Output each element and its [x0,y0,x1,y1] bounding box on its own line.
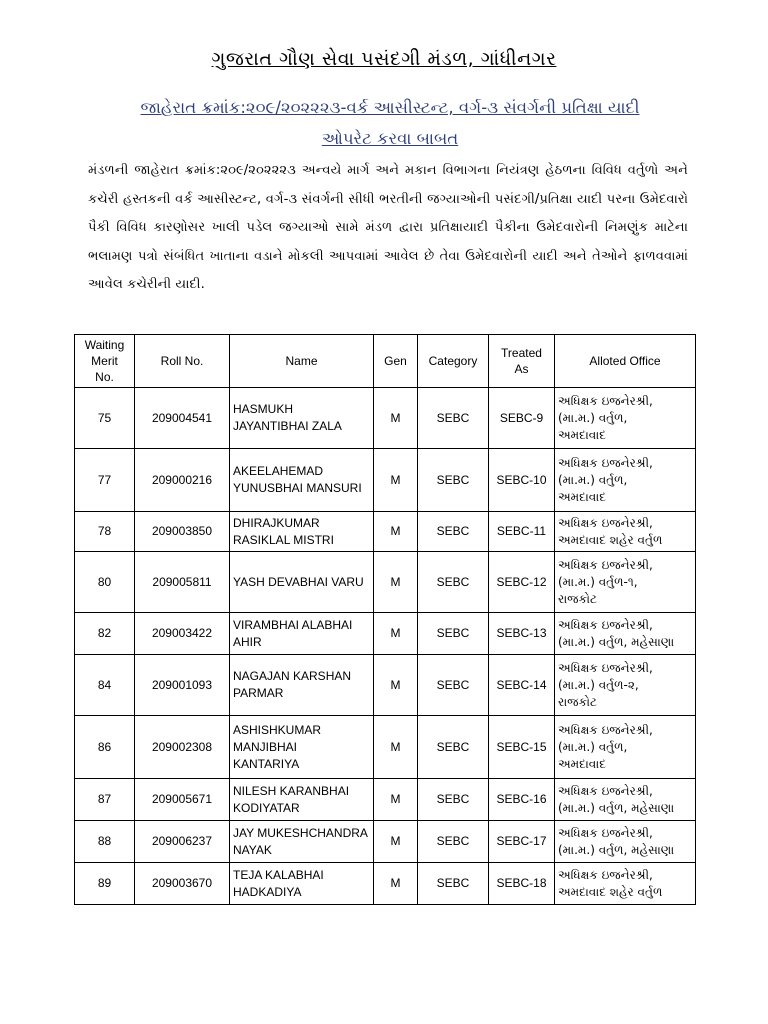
table-header-row [75,335,696,388]
cell-category: SEBC [418,512,489,552]
cell-name-line: MANJIBHAI [233,739,298,754]
cell-office-line: અધિક્ષક ઇજનેરશ્રી, [558,722,653,737]
table-row [75,388,696,449]
cell-category: SEBC [418,779,489,821]
header-merit-line: Waiting [84,338,125,352]
cell-category: SEBC [418,388,489,449]
cell-office-line: (મા.મ.) વર્તુળ-૨, [558,677,639,692]
header-roll: Roll No. [135,335,230,388]
cell-name-line: DHIRAJKUMAR [233,515,320,530]
cell-treated-as: SEBC-15 [489,716,555,779]
cell-merit-no: 78 [75,512,135,552]
cell-name [230,613,374,655]
cell-office-line: અમદાવાદ શહેર વર્તુળ [558,884,663,899]
table-row [75,779,696,821]
cell-roll-no: 209006237 [135,821,230,863]
cell-office-line: અધિક્ષક ઇજનેરશ્રી, [558,617,653,632]
subtitle-line-2: ઓપરેટ કરવા બાબત [321,129,459,148]
header-merit [75,335,135,388]
cell-treated-as: SEBC-11 [489,512,555,552]
cell-treated-as: SEBC-17 [489,821,555,863]
cell-name-line: KANTARIYA [233,756,300,771]
cell-roll-no: 209003850 [135,512,230,552]
cell-office-line: (મા.મ.) વર્તુળ, [558,739,628,754]
cell-name-line: YUNUSBHAI MANSURI [233,481,362,495]
cell-alloted-office [555,449,696,512]
cell-gen: M [374,655,418,716]
cell-category: SEBC [418,863,489,905]
cell-name-line: ASHISHKUMAR [233,722,322,737]
cell-treated-as: SEBC-16 [489,779,555,821]
header-office: Alloted Office [555,335,696,388]
cell-merit-no: 82 [75,613,135,655]
cell-category: SEBC [418,449,489,512]
cell-roll-no: 209005811 [135,552,230,613]
cell-name-line: NAGAJAN KARSHAN [233,669,352,683]
header-name: Name [230,335,374,388]
cell-office-line: અમદાવાદ શહેર વર્તુળ [558,532,663,547]
cell-name [230,821,374,863]
cell-name-line: NILESH KARANBHAI [233,783,350,798]
table-row [75,512,696,552]
cell-office-line: અધિક્ષક ઇજનેરશ્રી, [558,783,653,798]
cell-name-line: RASIKLAL MISTRI [233,532,334,547]
cell-alloted-office [555,863,696,905]
cell-roll-no: 209003422 [135,613,230,655]
cell-name [230,512,374,552]
table-row [75,716,696,779]
cell-gen: M [374,552,418,613]
cell-office-line: (મા.મ.) વર્તુળ, મહેસાણા [558,800,675,815]
cell-alloted-office [555,716,696,779]
cell-name-line: AKEELAHEMAD [233,464,324,478]
cell-name-line: JAY MUKESHCHANDRA [233,825,368,840]
cell-name [230,552,374,613]
cell-gen: M [374,512,418,552]
cell-office-line: અમદાવાદ [558,756,606,771]
cell-office-line: અધિક્ષક ઇજનેરશ્રી, [558,867,653,882]
cell-merit-no: 80 [75,552,135,613]
cell-merit-no: 84 [75,655,135,716]
cell-office-line: રાજકોટ [558,694,597,709]
cell-gen: M [374,449,418,512]
header-gen: Gen [374,335,418,388]
cell-office-line: અધિક્ષક ઇજનેરશ્રી, [558,515,653,530]
cell-merit-no: 88 [75,821,135,863]
intro-paragraph: મંડળની જાહેરાત ક્રમાંક:૨૦૯/૨૦૨૨૨૩ અન્વયે માર્ગ અને મકાન વિભાગના નિયંત્રણ હેઠળના વિવિધ વર્તુળો અને કચેરી હસ્તકની વર્ક આસીસ્ટન્ટ, વર્ગ-૩ સંવર્ગની સીધી ભરતીની જગ્યાઓની પસંદગી/પ્રતિક્ષા યાદી પરના ઉમેદવારો પૈકી વિવિધ કારણોસર ખાલી પડેલ જગ્યાઓ સામે મંડળ દ્વારા પ્રતિક્ષાયાદી પૈકીના ઉમેદવારોની નિમણુંક માટેના ભલામણ પત્રો સંબંધિત ખાતાના વડાને મોકલી આપવામાં આવેલ છે તેવા ઉમેદવારોની યાદી અને તેઓને ફાળવવામાં આવેલ કચેરીની યાદી. [88,163,688,293]
cell-alloted-office [555,613,696,655]
cell-roll-no: 209002308 [135,716,230,779]
cell-gen: M [374,863,418,905]
header-merit-line: No. [95,370,114,384]
cell-merit-no: 87 [75,779,135,821]
cell-name-line: YASH DEVABHAI VARU [233,574,364,589]
cell-name-line: TEJA KALABHAI [233,867,324,882]
cell-roll-no: 209000216 [135,449,230,512]
cell-office-line: (મા.મ.) વર્તુળ, મહેસાણા [558,842,675,857]
cell-merit-no: 86 [75,716,135,779]
cell-office-line: (મા.મ.) વર્તુળ-૧, [558,574,638,589]
header-treated-line: Treated [501,346,542,360]
cell-merit-no: 89 [75,863,135,905]
cell-roll-no: 209005671 [135,779,230,821]
cell-alloted-office [555,512,696,552]
cell-gen: M [374,716,418,779]
cell-name-line: AHIR [233,634,262,649]
cell-category: SEBC [418,655,489,716]
cell-gen: M [374,821,418,863]
cell-roll-no: 209001093 [135,655,230,716]
cell-category: SEBC [418,716,489,779]
cell-gen: M [374,779,418,821]
cell-alloted-office [555,388,696,449]
cell-name-line: NAYAK [233,842,272,857]
cell-alloted-office [555,552,696,613]
cell-name-line: HADKADIYA [233,884,302,899]
cell-office-line: અધિક્ષક ઇજનેરશ્રી, [558,660,653,675]
cell-name-line: PARMAR [233,686,284,700]
cell-merit-no: 75 [75,388,135,449]
cell-treated-as: SEBC-18 [489,863,555,905]
cell-name-line: KODIYATAR [233,800,300,815]
subtitle-line-1: જાહેરાત ક્રમાંક:૨૦૯/૨૦૨૨૨૩-વર્ક આસીસ્ટન્ટ, વર્ગ-૩ સંવર્ગની પ્રતિક્ષા યાદી [140,98,640,117]
table-row [75,552,696,613]
cell-treated-as: SEBC-10 [489,449,555,512]
cell-alloted-office [555,655,696,716]
cell-roll-no: 209004541 [135,388,230,449]
cell-alloted-office [555,779,696,821]
cell-name [230,779,374,821]
cell-name [230,655,374,716]
cell-office-line: અધિક્ષક ઇજનેરશ્રી, [558,455,653,470]
table-row [75,821,696,863]
header-treated [489,335,555,388]
cell-name [230,388,374,449]
table-row [75,613,696,655]
cell-gen: M [374,388,418,449]
table-body [75,388,696,905]
cell-office-line: અધિક્ષક ઇજનેરશ્રી, [558,557,653,572]
header-merit-line: Merit [91,354,118,368]
table-row [75,863,696,905]
cell-category: SEBC [418,613,489,655]
cell-treated-as: SEBC-9 [489,388,555,449]
cell-office-line: (મા.મ.) વર્તુળ, [558,410,628,425]
table-row [75,449,696,512]
cell-office-line: (મા.મ.) વર્તુળ, મહેસાણા [558,634,675,649]
cell-name-line: VIRAMBHAI ALABHAI [233,617,353,632]
cell-name [230,449,374,512]
cell-alloted-office [555,821,696,863]
cell-office-line: અમદાવાદ [558,427,606,442]
page-subtitle [90,92,690,154]
header-category: Category [418,335,489,388]
cell-office-line: રાજકોટ [558,591,597,606]
cell-treated-as: SEBC-13 [489,613,555,655]
cell-office-line: અધિક્ષક ઇજનેરશ્રી, [558,393,653,408]
header-treated-line: As [514,362,529,376]
page-title: ગુજરાત ગૌણ સેવા પસંદગી મંડળ, ગાંધીનગર [211,48,557,70]
cell-treated-as: SEBC-14 [489,655,555,716]
cell-gen: M [374,613,418,655]
cell-office-line: (મા.મ.) વર્તુળ, [558,472,628,487]
cell-treated-as: SEBC-12 [489,552,555,613]
table-row [75,655,696,716]
cell-office-line: અમદાવાદ [558,489,606,504]
cell-office-line: અધિક્ષક ઇજનેરશ્રી, [558,825,653,840]
cell-name-line: JAYANTIBHAI ZALA [233,419,342,433]
cell-name [230,863,374,905]
cell-roll-no: 209003670 [135,863,230,905]
cell-merit-no: 77 [75,449,135,512]
cell-name-line: HASMUKH [233,402,294,416]
merit-table [74,334,696,905]
cell-category: SEBC [418,821,489,863]
cell-category: SEBC [418,552,489,613]
cell-name [230,716,374,779]
